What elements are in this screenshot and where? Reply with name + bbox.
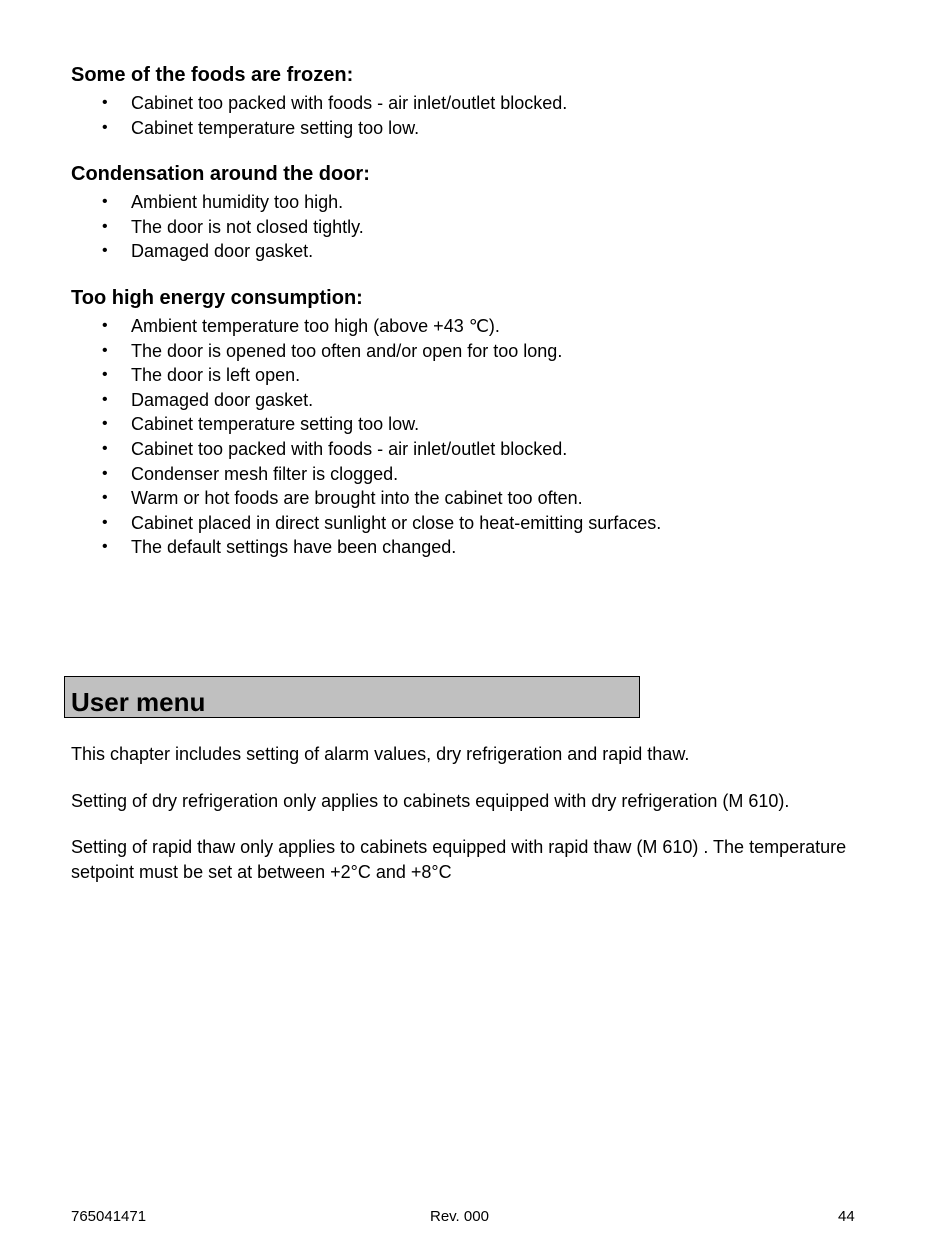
section-heading: Too high energy consumption: [71, 287, 363, 309]
list-item-text: Cabinet temperature setting too low. [131, 414, 420, 435]
section-energy-consumption [71, 285, 891, 560]
list-item [71, 437, 891, 462]
section-condensation-door [71, 161, 891, 264]
list-item-text: The door is opened too often and/or open for too long. [131, 340, 563, 361]
section-foods-frozen [71, 62, 891, 140]
bullet-list [71, 190, 891, 264]
list-item [71, 91, 891, 116]
bullet-icon: • [102, 242, 108, 260]
bullet-list [71, 314, 891, 560]
list-item [71, 116, 891, 141]
bullet-icon: • [102, 366, 108, 384]
list-item-text: Ambient temperature too high (above +43 ℃). [131, 316, 500, 336]
section-heading: Some of the foods are frozen: [71, 64, 354, 86]
list-item-text: Warm or hot foods are brought into the cabinet too often. [131, 488, 583, 509]
bullet-list [71, 91, 891, 140]
list-item-text: Ambient humidity too high. [131, 192, 344, 212]
bullet-icon: • [102, 390, 108, 408]
bullet-icon: • [102, 538, 108, 556]
user-menu-heading-box [64, 676, 640, 718]
bullet-icon: • [102, 513, 108, 531]
paragraph-rapid-thaw: Setting of rapid thaw only applies to cabinets equipped with rapid thaw (M 610) . The temperature setpoint must be set at between +2°C and +8°C [71, 837, 847, 882]
footer-page-number: 44 [838, 1208, 855, 1225]
bullet-icon: • [102, 489, 108, 507]
list-item [71, 363, 891, 388]
bullet-icon: • [102, 415, 108, 433]
bullet-icon: • [102, 464, 108, 482]
list-item [71, 412, 891, 437]
bullet-icon: • [102, 439, 108, 457]
list-item [71, 239, 891, 264]
bullet-icon: • [102, 193, 108, 210]
list-item-text: Condenser mesh filter is clogged. [131, 463, 399, 484]
footer-doc-number: 765041471 [71, 1208, 147, 1225]
list-item [71, 535, 891, 560]
list-item-text: The door is not closed tightly. [131, 216, 364, 237]
list-item-text: Damaged door gasket. [131, 389, 314, 410]
list-item-text: Cabinet too packed with foods - air inlet/outlet blocked. [131, 93, 568, 113]
bullet-icon: • [102, 217, 108, 235]
list-item-text: Cabinet placed in direct sunlight or close to heat-emitting surfaces. [131, 512, 662, 533]
list-item [71, 462, 891, 487]
bullet-icon: • [102, 118, 108, 136]
list-item-text: The default settings have been changed. [131, 537, 457, 558]
paragraph-dry-refrigeration: Setting of dry refrigeration only applies to cabinets equipped with dry refrigeration (M 610). [71, 791, 790, 811]
list-item [71, 511, 891, 536]
list-item-text: The door is left open. [131, 365, 301, 386]
bullet-icon: • [102, 94, 108, 111]
list-item [71, 215, 891, 240]
bullet-icon: • [102, 317, 108, 334]
list-item [71, 314, 891, 339]
list-item [71, 388, 891, 413]
list-item [71, 190, 891, 215]
list-item-text: Cabinet temperature setting too low. [131, 117, 420, 138]
list-item [71, 486, 891, 511]
list-item-text: Cabinet too packed with foods - air inlet/outlet blocked. [131, 438, 568, 459]
paragraph-intro: This chapter includes setting of alarm values, dry refrigeration and rapid thaw. [71, 744, 690, 764]
footer-revision: Rev. 000 [430, 1208, 489, 1225]
list-item-text: Damaged door gasket. [131, 241, 314, 262]
chapter-title: User menu [71, 687, 206, 717]
list-item [71, 339, 891, 364]
bullet-icon: • [102, 341, 108, 359]
section-heading: Condensation around the door: [71, 163, 370, 185]
